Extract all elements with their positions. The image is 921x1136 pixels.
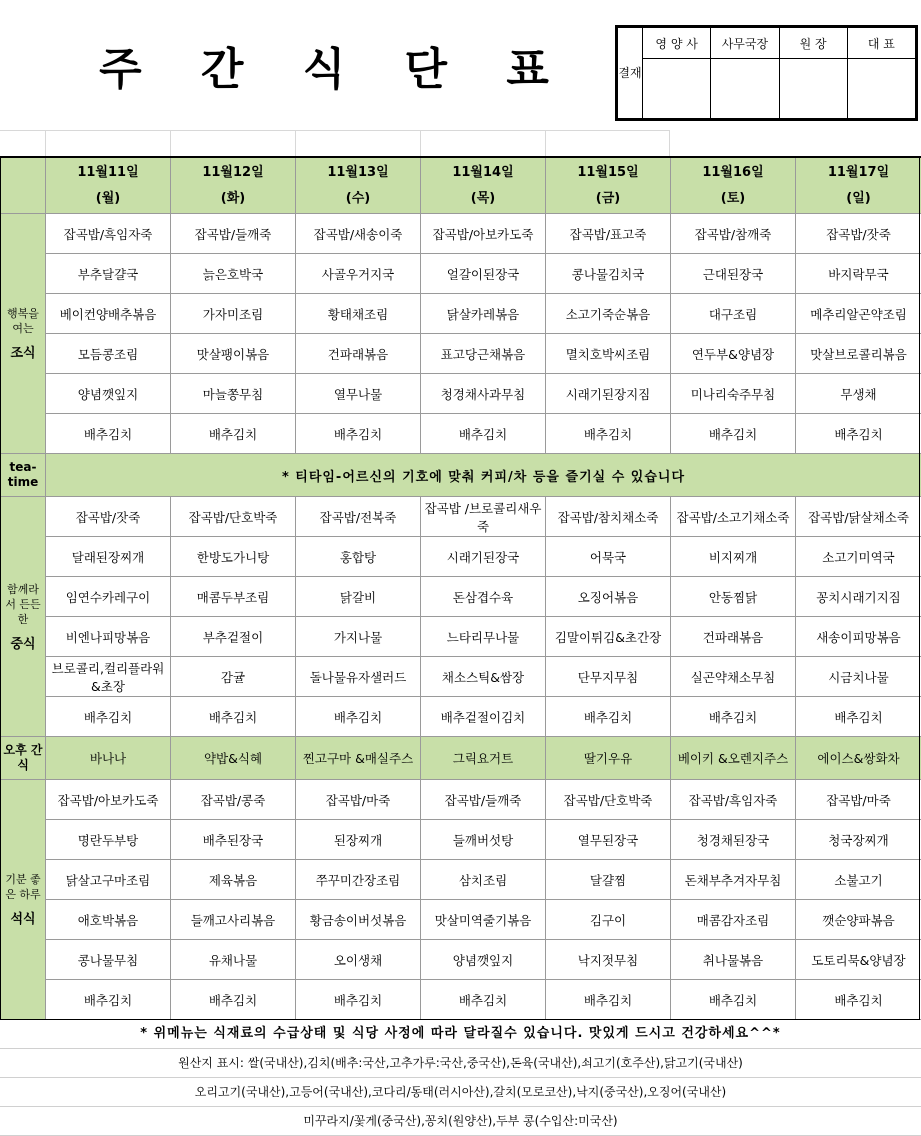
- date-header-row: [1, 157, 921, 214]
- menu-cell: 닭살고구마조림: [46, 860, 171, 900]
- menu-cell: 비지찌개: [671, 537, 796, 577]
- menu-cell: 배추김치: [171, 414, 296, 454]
- menu-cell: 안동찜닭: [671, 577, 796, 617]
- menu-cell: 부추겉절이: [171, 617, 296, 657]
- menu-row: [1, 577, 921, 617]
- menu-row: [1, 980, 921, 1020]
- menu-row: [1, 860, 921, 900]
- menu-cell: 달걀찜: [546, 860, 671, 900]
- menu-cell: 배추김치: [671, 980, 796, 1020]
- approval-sign-cell: [779, 59, 847, 119]
- meal-subtitle: 함께라서 든든한: [5, 583, 40, 626]
- menu-row: [1, 254, 921, 294]
- menu-cell: 건파래볶음: [671, 617, 796, 657]
- menu-change-notice: * 위메뉴는 식재료의 수급상태 및 식당 사정에 따라 달라질수 있습니다. 맛있게 드시고 건강하세요^^*: [0, 1020, 921, 1049]
- menu-cell: 잡곡밥/단호박죽: [546, 780, 671, 820]
- menu-row: [1, 900, 921, 940]
- menu-cell: 단무지무침: [546, 657, 671, 697]
- menu-cell: 매콤두부조림: [171, 577, 296, 617]
- snack-cell: 베이키 &오렌지주스: [671, 737, 796, 780]
- menu-cell: 유채나물: [171, 940, 296, 980]
- menu-cell: 부추달걀국: [46, 254, 171, 294]
- teatime-message: * 티타임-어르신의 기호에 맞춰 커피/차 등을 즐기실 수 있습니다: [46, 454, 921, 497]
- menu-cell: 무생채: [796, 374, 921, 414]
- menu-cell: 시래기된장국: [421, 537, 546, 577]
- menu-row: [1, 214, 921, 254]
- menu-cell: 맛살브로콜리볶음: [796, 334, 921, 374]
- approval-box: [615, 25, 918, 121]
- menu-cell: 배추김치: [171, 980, 296, 1020]
- menu-cell: 소고기미역국: [796, 537, 921, 577]
- menu-cell: 닭갈비: [296, 577, 421, 617]
- header-corner: [1, 157, 46, 214]
- menu-row: [1, 414, 921, 454]
- menu-cell: 배추김치: [546, 697, 671, 737]
- menu-row: [1, 497, 921, 537]
- breakfast-section: [1, 214, 921, 454]
- menu-cell: 제육볶음: [171, 860, 296, 900]
- menu-cell: 미나리숙주무침: [671, 374, 796, 414]
- menu-cell: 들깨버섯탕: [421, 820, 546, 860]
- day-header: 11월12일 (화): [171, 157, 296, 214]
- menu-cell: 명란두부탕: [46, 820, 171, 860]
- day-header: 11월16일 (토): [671, 157, 796, 214]
- menu-cell: 김말이튀김&초간장: [546, 617, 671, 657]
- menu-cell: 황금송이버섯볶음: [296, 900, 421, 940]
- approval-role: 원 장: [779, 28, 847, 59]
- day-header: 11월15일 (금): [546, 157, 671, 214]
- lunch-label: [1, 497, 46, 737]
- snack-cell: 에이스&쌍화차: [796, 737, 921, 780]
- menu-cell: 잡곡밥/참치채소죽: [546, 497, 671, 537]
- notes-section: [0, 1020, 921, 1136]
- meal-subtitle: 기분 좋은 하루: [5, 873, 40, 901]
- menu-cell: 건파래볶음: [296, 334, 421, 374]
- menu-cell: 배추김치: [796, 414, 921, 454]
- menu-cell: 배추겉절이김치: [421, 697, 546, 737]
- menu-cell: 매콤감자조림: [671, 900, 796, 940]
- sheet-gridlines: [0, 130, 670, 157]
- menu-cell: 시금치나물: [796, 657, 921, 697]
- menu-row: [1, 374, 921, 414]
- teatime-label: tea-time: [1, 454, 46, 497]
- menu-cell: 잡곡밥/표고죽: [546, 214, 671, 254]
- day-header: 11월14일 (목): [421, 157, 546, 214]
- approval-role: 영 양 사: [643, 28, 711, 59]
- meal-title: 석식: [3, 912, 43, 927]
- menu-cell: 배추된장국: [171, 820, 296, 860]
- menu-cell: 잡곡밥/참깨죽: [671, 214, 796, 254]
- menu-cell: 배추김치: [421, 414, 546, 454]
- menu-cell: 채소스틱&쌈장: [421, 657, 546, 697]
- menu-cell: 양념깻잎지: [421, 940, 546, 980]
- menu-cell: 돈채부추겨자무침: [671, 860, 796, 900]
- menu-cell: 어묵국: [546, 537, 671, 577]
- menu-cell: 잡곡밥/닭살채소죽: [796, 497, 921, 537]
- breakfast-label: [1, 214, 46, 454]
- snack-label: 오후 간식: [1, 737, 46, 780]
- menu-cell: 잡곡밥/아보카도죽: [421, 214, 546, 254]
- origin-line: 오리고기(국내산),고등어(국내산),코다리/동태(러시아산),갈치(모로코산),낙지(중국산),오징어(국내산): [0, 1078, 921, 1107]
- menu-cell: 감귤: [171, 657, 296, 697]
- meal-title: 중식: [3, 637, 43, 652]
- menu-row: [1, 697, 921, 737]
- menu-cell: 느타리무나물: [421, 617, 546, 657]
- menu-cell: 돌나물유자샐러드: [296, 657, 421, 697]
- menu-cell: 가지나물: [296, 617, 421, 657]
- snack-cell: 그릭요거트: [421, 737, 546, 780]
- menu-cell: 마늘쫑무침: [171, 374, 296, 414]
- snack-cell: 약밥&식혜: [171, 737, 296, 780]
- menu-cell: 김구이: [546, 900, 671, 940]
- menu-row: [1, 294, 921, 334]
- menu-cell: 잡곡밥/들깨죽: [171, 214, 296, 254]
- menu-cell: 취나물볶음: [671, 940, 796, 980]
- menu-cell: 열무된장국: [546, 820, 671, 860]
- menu-cell: 모듬콩조림: [46, 334, 171, 374]
- menu-cell: 연두부&양념장: [671, 334, 796, 374]
- menu-cell: 배추김치: [671, 414, 796, 454]
- menu-cell: 오징어볶음: [546, 577, 671, 617]
- menu-cell: 한방도가니탕: [171, 537, 296, 577]
- menu-cell: 늙은호박국: [171, 254, 296, 294]
- menu-cell: 배추김치: [171, 697, 296, 737]
- menu-cell: 임연수카레구이: [46, 577, 171, 617]
- menu-cell: 대구조림: [671, 294, 796, 334]
- menu-cell: 달래된장찌개: [46, 537, 171, 577]
- teatime-row: [1, 454, 921, 497]
- menu-cell: 맛살팽이볶음: [171, 334, 296, 374]
- menu-cell: 애호박볶음: [46, 900, 171, 940]
- origin-line: 원산지 표시: 쌀(국내산),김치(배추:국산,고추가루:국산,중국산),돈육(국내산),쇠고기(호주산),닭고기(국내산): [0, 1049, 921, 1078]
- approval-sign-cell: [711, 59, 779, 119]
- menu-cell: 배추김치: [46, 980, 171, 1020]
- meal-subtitle: 행복을 여는: [7, 307, 39, 335]
- menu-row: [1, 940, 921, 980]
- approval-sign-cell: [847, 59, 915, 119]
- menu-cell: 잡곡밥/마죽: [796, 780, 921, 820]
- menu-cell: 오이생채: [296, 940, 421, 980]
- menu-cell: 잡곡밥 /브로콜리새우죽: [421, 497, 546, 537]
- snack-row: [1, 737, 921, 780]
- menu-cell: 잡곡밥/흑임자죽: [671, 780, 796, 820]
- menu-cell: 배추김치: [546, 414, 671, 454]
- menu-cell: 비엔나피망볶음: [46, 617, 171, 657]
- menu-cell: 잡곡밥/흑임자죽: [46, 214, 171, 254]
- menu-cell: 낙지젓무침: [546, 940, 671, 980]
- menu-cell: 배추김치: [546, 980, 671, 1020]
- menu-row: [1, 820, 921, 860]
- menu-cell: 청경채된장국: [671, 820, 796, 860]
- menu-cell: 쭈꾸미간장조림: [296, 860, 421, 900]
- menu-cell: 배추김치: [421, 980, 546, 1020]
- menu-cell: 꽁치시래기지짐: [796, 577, 921, 617]
- menu-cell: 닭살카레볶음: [421, 294, 546, 334]
- menu-cell: 표고당근채볶음: [421, 334, 546, 374]
- menu-cell: 황태채조림: [296, 294, 421, 334]
- menu-cell: 잡곡밥/아보카도죽: [46, 780, 171, 820]
- menu-cell: 배추김치: [46, 697, 171, 737]
- menu-row: [1, 657, 921, 697]
- menu-cell: 잡곡밥/잣죽: [796, 214, 921, 254]
- menu-cell: 베이컨양배추볶음: [46, 294, 171, 334]
- snack-cell: 찐고구마 &매실주스: [296, 737, 421, 780]
- menu-cell: 얼갈이된장국: [421, 254, 546, 294]
- page-title: 주 간 식 단 표: [0, 0, 670, 130]
- menu-cell: 사골우거지국: [296, 254, 421, 294]
- menu-cell: 잡곡밥/새송이죽: [296, 214, 421, 254]
- menu-cell: 바지락무국: [796, 254, 921, 294]
- approval-role: 사무국장: [711, 28, 779, 59]
- menu-cell: 배추김치: [671, 697, 796, 737]
- dinner-section: [1, 780, 921, 1020]
- menu-cell: 잡곡밥/콩죽: [171, 780, 296, 820]
- menu-cell: 삼치조림: [421, 860, 546, 900]
- menu-cell: 된장찌개: [296, 820, 421, 860]
- menu-cell: 시래기된장지짐: [546, 374, 671, 414]
- meal-title: 조식: [3, 346, 43, 361]
- menu-cell: 메추리알곤약조림: [796, 294, 921, 334]
- weekly-menu-table: [0, 156, 921, 1020]
- approval-side-label: 결재: [618, 28, 643, 119]
- menu-cell: 청국장찌개: [796, 820, 921, 860]
- menu-row: [1, 537, 921, 577]
- menu-cell: 실곤약채소무침: [671, 657, 796, 697]
- menu-cell: 배추김치: [296, 697, 421, 737]
- menu-cell: 홍합탕: [296, 537, 421, 577]
- menu-cell: 소불고기: [796, 860, 921, 900]
- menu-cell: 잡곡밥/단호박죽: [171, 497, 296, 537]
- menu-cell: 청경채사과무침: [421, 374, 546, 414]
- menu-cell: 배추김치: [796, 697, 921, 737]
- dinner-label: [1, 780, 46, 1020]
- menu-cell: 열무나물: [296, 374, 421, 414]
- menu-row: [1, 617, 921, 657]
- snack-cell: 바나나: [46, 737, 171, 780]
- day-header: 11월13일 (수): [296, 157, 421, 214]
- menu-cell: 잡곡밥/전복죽: [296, 497, 421, 537]
- menu-cell: 양념깻잎지: [46, 374, 171, 414]
- menu-cell: 콩나물김치국: [546, 254, 671, 294]
- day-header: 11월11일 (월): [46, 157, 171, 214]
- origin-line: 미꾸라지/꽃게(중국산),꽁치(원양산),두부 콩(수입산:미국산): [0, 1107, 921, 1136]
- approval-role: 대 표: [847, 28, 915, 59]
- day-header: 11월17일 (일): [796, 157, 921, 214]
- menu-cell: 배추김치: [296, 980, 421, 1020]
- menu-row: [1, 334, 921, 374]
- menu-cell: 가자미조림: [171, 294, 296, 334]
- menu-cell: 잡곡밥/소고기채소죽: [671, 497, 796, 537]
- menu-cell: 잡곡밥/마죽: [296, 780, 421, 820]
- snack-cell: 딸기우유: [546, 737, 671, 780]
- menu-cell: 잡곡밥/들깨죽: [421, 780, 546, 820]
- menu-cell: 배추김치: [46, 414, 171, 454]
- menu-row: [1, 780, 921, 820]
- menu-cell: 들깨고사리볶음: [171, 900, 296, 940]
- menu-cell: 깻순양파볶음: [796, 900, 921, 940]
- menu-cell: 새송이피망볶음: [796, 617, 921, 657]
- menu-cell: 멸치호박씨조림: [546, 334, 671, 374]
- approval-sign-cell: [643, 59, 711, 119]
- menu-cell: 배추김치: [296, 414, 421, 454]
- menu-cell: 소고기죽순볶음: [546, 294, 671, 334]
- menu-cell: 맛살미역줄기볶음: [421, 900, 546, 940]
- menu-cell: 돈삼겹수육: [421, 577, 546, 617]
- menu-cell: 잡곡밥/잣죽: [46, 497, 171, 537]
- menu-cell: 콩나물무침: [46, 940, 171, 980]
- menu-cell: 도토리묵&양념장: [796, 940, 921, 980]
- menu-cell: 배추김치: [796, 980, 921, 1020]
- menu-cell: 브로콜리,컬리플라워 &초장: [46, 657, 171, 697]
- lunch-section: [1, 497, 921, 737]
- menu-cell: 근대된장국: [671, 254, 796, 294]
